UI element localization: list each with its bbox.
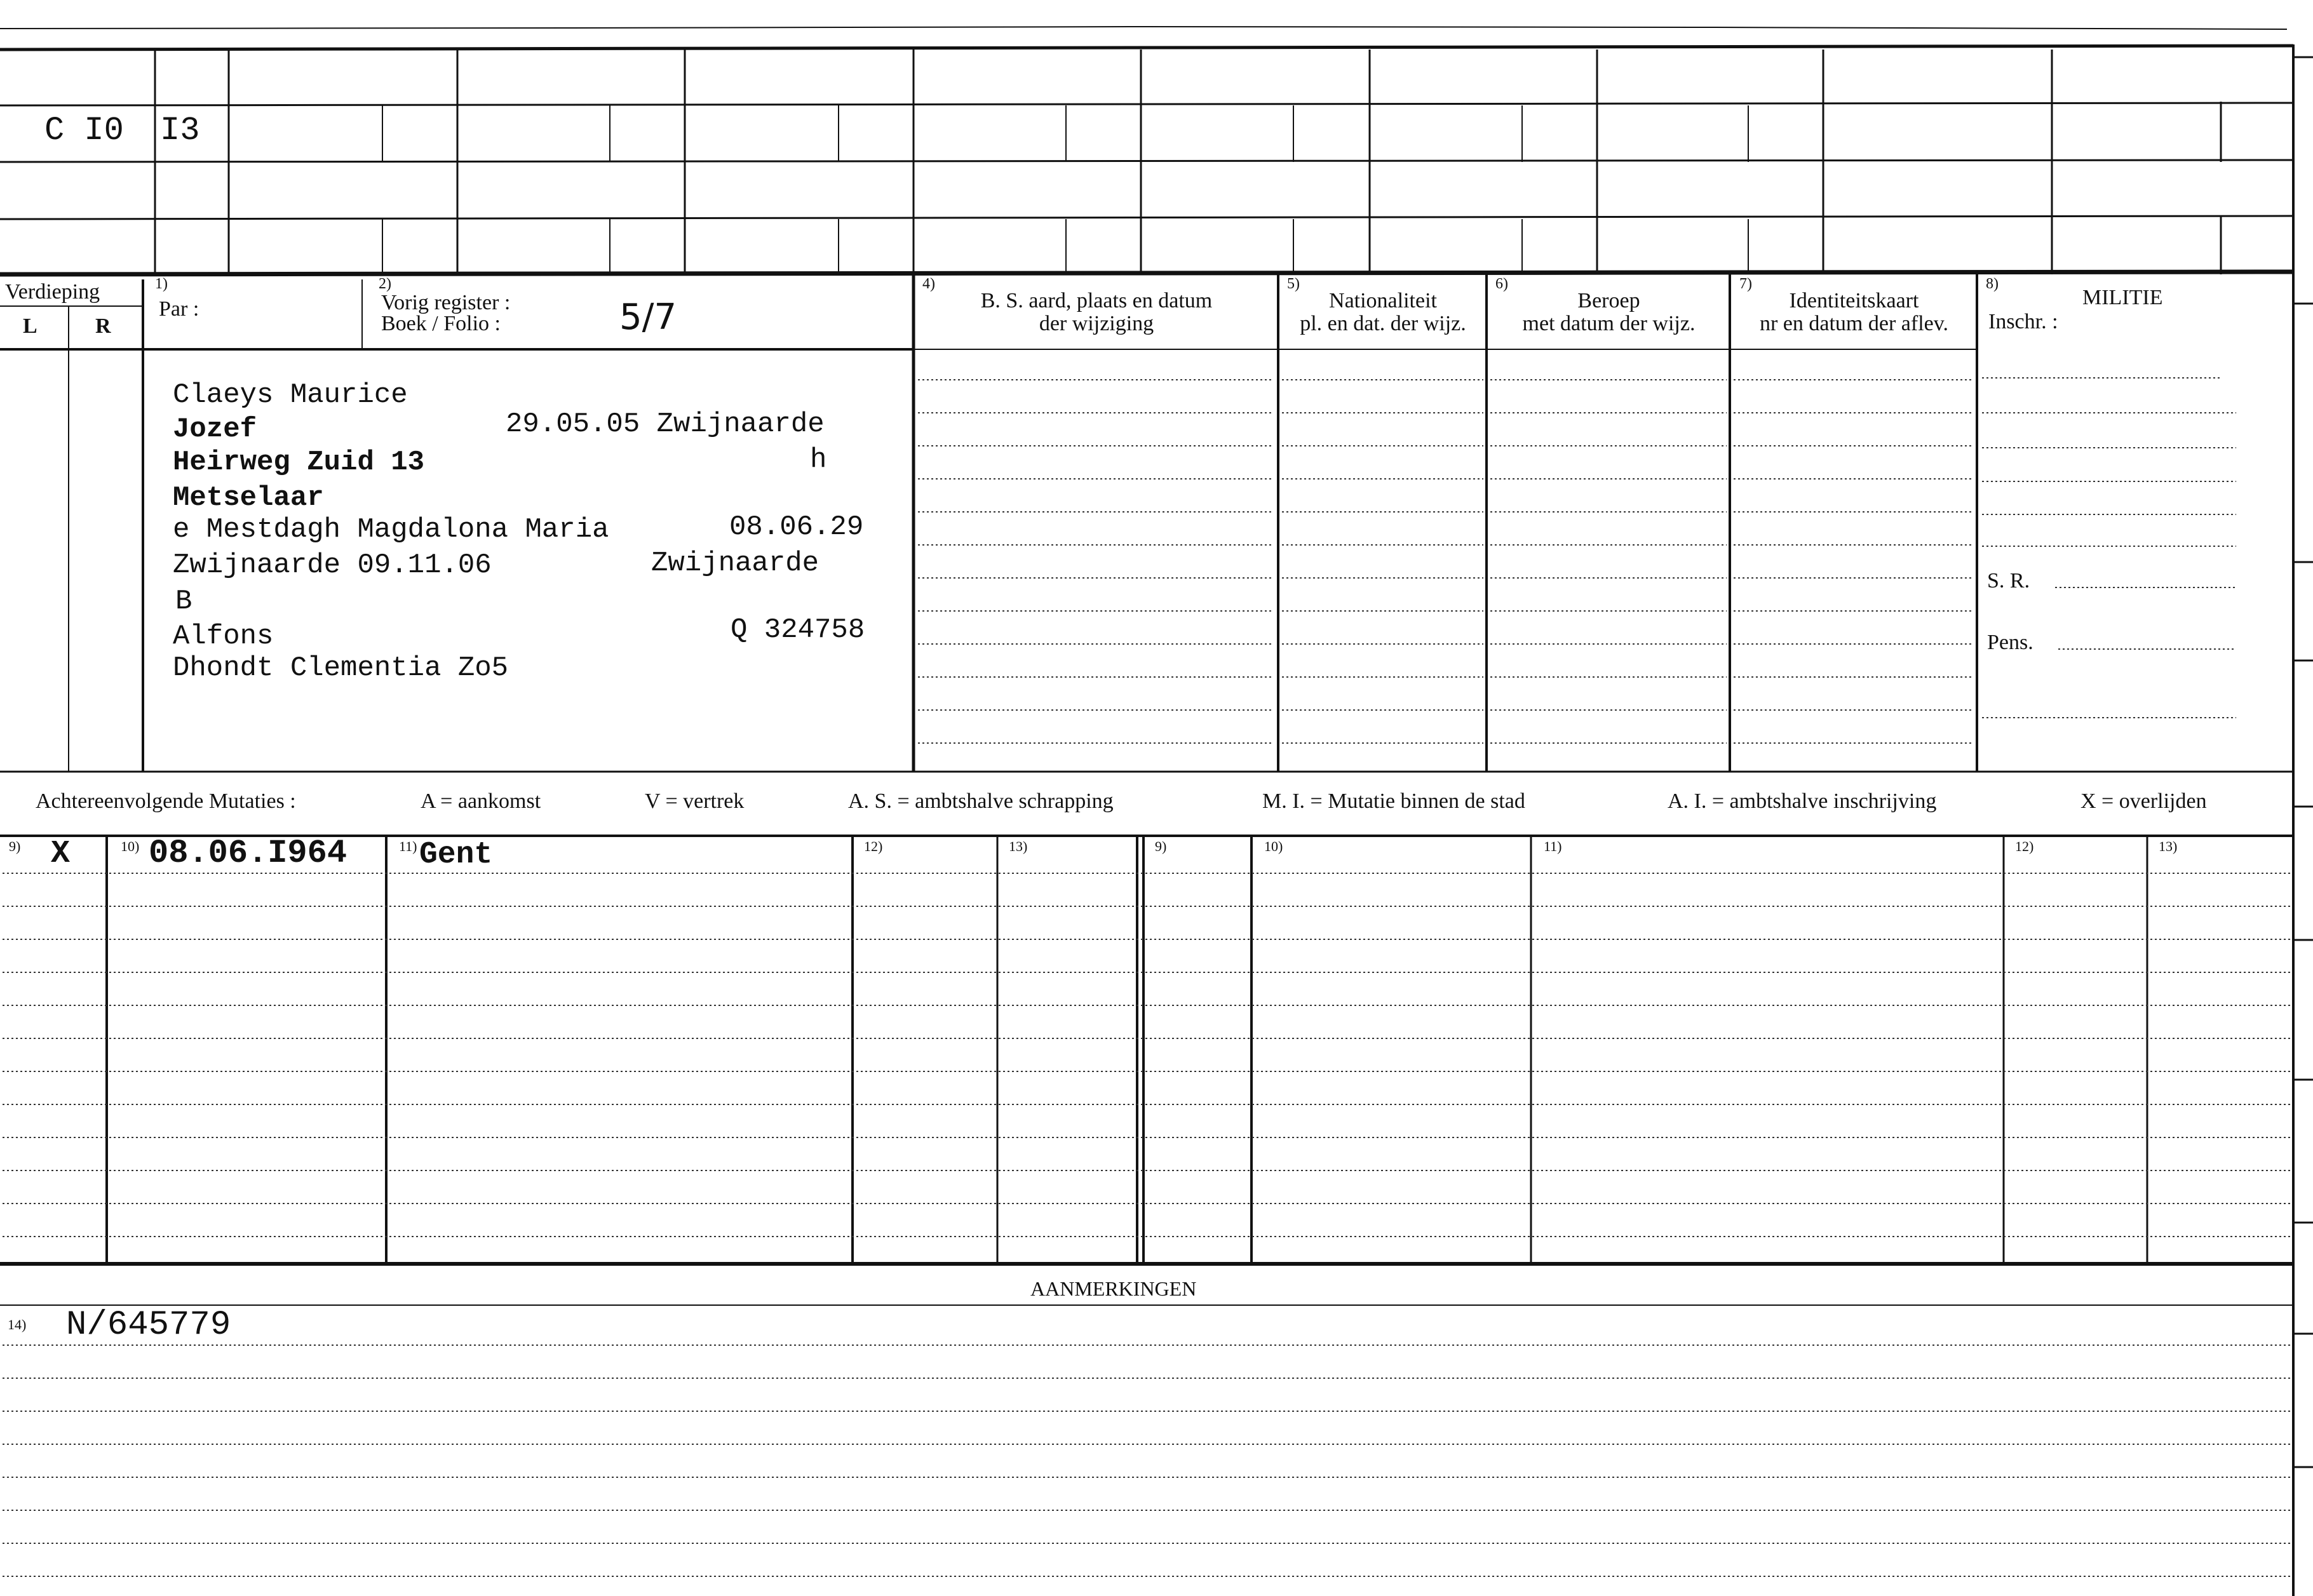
person-nationality-code: B: [175, 586, 192, 617]
person-firstname: Jozef: [173, 413, 257, 445]
militie-header: MILITIE: [2082, 286, 2163, 309]
footnote-7: 7): [1739, 276, 1752, 292]
mutation-type: X: [51, 836, 71, 872]
nationaliteit-header-line1: Nationaliteit: [1329, 289, 1437, 312]
mutation-dotted-lines: [3, 873, 2290, 1237]
person-id-number: Q 324758: [731, 614, 865, 646]
identiteitskaart-header-line2: nr en datum der aflev.: [1759, 312, 1949, 335]
code-a: C I0: [44, 112, 124, 149]
remarks-dotted-lines: [3, 1345, 2290, 1576]
footnote-5: 5): [1287, 276, 1300, 292]
mut-col-num-10b: 10): [1264, 838, 1283, 854]
footnote-6: 6): [1495, 276, 1508, 292]
person-birth: 29.05.05 Zwijnaarde: [506, 408, 825, 440]
person-spouse: e Mestdagh Magdalona Maria: [173, 514, 609, 546]
mut-col-num-10: 10): [121, 838, 140, 854]
person-spouse-birthplace: Zwijnaarde: [651, 547, 819, 579]
legend-v: V = vertrek: [645, 789, 745, 813]
mut-col-num-12: 12): [864, 838, 883, 854]
edge-ticks: [2293, 57, 2313, 1467]
person-mother: Dhondt Clementia Zo5: [173, 652, 509, 684]
footnote-2: 2): [379, 276, 391, 292]
mut-col-num-11: 11): [399, 838, 417, 854]
mutation-place: Gent: [419, 838, 493, 872]
person-spouse-birth: Zwijnaarde 09.11.06: [173, 549, 492, 581]
legend-ai: A. I. = ambtshalve inschrijving: [1668, 789, 1937, 813]
pens-label: Pens.: [1987, 631, 2033, 654]
legend-x: X = overlijden: [2080, 789, 2207, 813]
legend-a: A = aankomst: [421, 789, 541, 813]
verdieping-label: Verdieping: [5, 280, 100, 304]
beroep-header-line1: Beroep: [1577, 289, 1640, 312]
mut-col-num-13: 13): [1009, 838, 1028, 854]
mutation-date: 08.06.I964: [149, 835, 347, 872]
legend-title: Achtereenvolgende Mutaties :: [36, 789, 296, 813]
legend-as: A. S. = ambtshalve schrapping: [848, 789, 1114, 813]
inschr-label: Inschr. :: [1988, 310, 2058, 333]
remarks-footnote: 14): [8, 1317, 27, 1332]
militie-dotted-lines: [1982, 378, 2236, 718]
person-name: Claeys Maurice: [173, 379, 408, 411]
mut-col-num-11b: 11): [1544, 838, 1562, 854]
boek-folio-value: 5/7: [619, 297, 677, 338]
sr-label: S. R.: [1987, 569, 2030, 593]
r-label: R: [95, 314, 111, 338]
mutation-grid: [0, 836, 2293, 1264]
person-spouse-date: 08.06.29: [729, 511, 864, 543]
legend-mi: M. I. = Mutatie binnen de stad: [1262, 789, 1525, 813]
person-occupation: Metselaar: [173, 482, 324, 514]
footnote-1: 1): [155, 276, 168, 292]
person-address: Heirweg Zuid 13: [173, 446, 425, 478]
bs-header-line2: der wijziging: [1039, 312, 1154, 335]
person-father: Alfons: [173, 620, 274, 652]
person-address-mark: h: [810, 444, 827, 476]
code-b: I3: [160, 112, 200, 149]
beroep-header-line2: met datum der wijz.: [1522, 312, 1696, 335]
mut-col-num-9b: 9): [1155, 838, 1167, 854]
remarks-title: AANMERKINGEN: [1030, 1277, 1197, 1300]
identiteitskaart-header-line1: Identiteitskaart: [1789, 289, 1919, 312]
nationaliteit-header-line2: pl. en dat. der wijz.: [1300, 312, 1466, 335]
footnote-4: 4): [922, 276, 935, 292]
boek-folio-label: Boek / Folio :: [381, 312, 501, 335]
l-label: L: [23, 314, 37, 338]
bs-header-line1: B. S. aard, plaats en datum: [980, 289, 1213, 312]
top-grid: [0, 44, 2293, 1596]
par-label: Par :: [159, 297, 199, 321]
footnote-8: 8): [1986, 276, 1999, 292]
mut-col-num-9: 9): [9, 838, 21, 854]
header-column-dotted-lines: [918, 380, 1973, 743]
remarks-value: N/645779: [66, 1306, 231, 1345]
vorig-register-label: Vorig register :: [381, 291, 511, 314]
mut-col-num-12b: 12): [2015, 838, 2034, 854]
mut-col-num-13b: 13): [2159, 838, 2178, 854]
